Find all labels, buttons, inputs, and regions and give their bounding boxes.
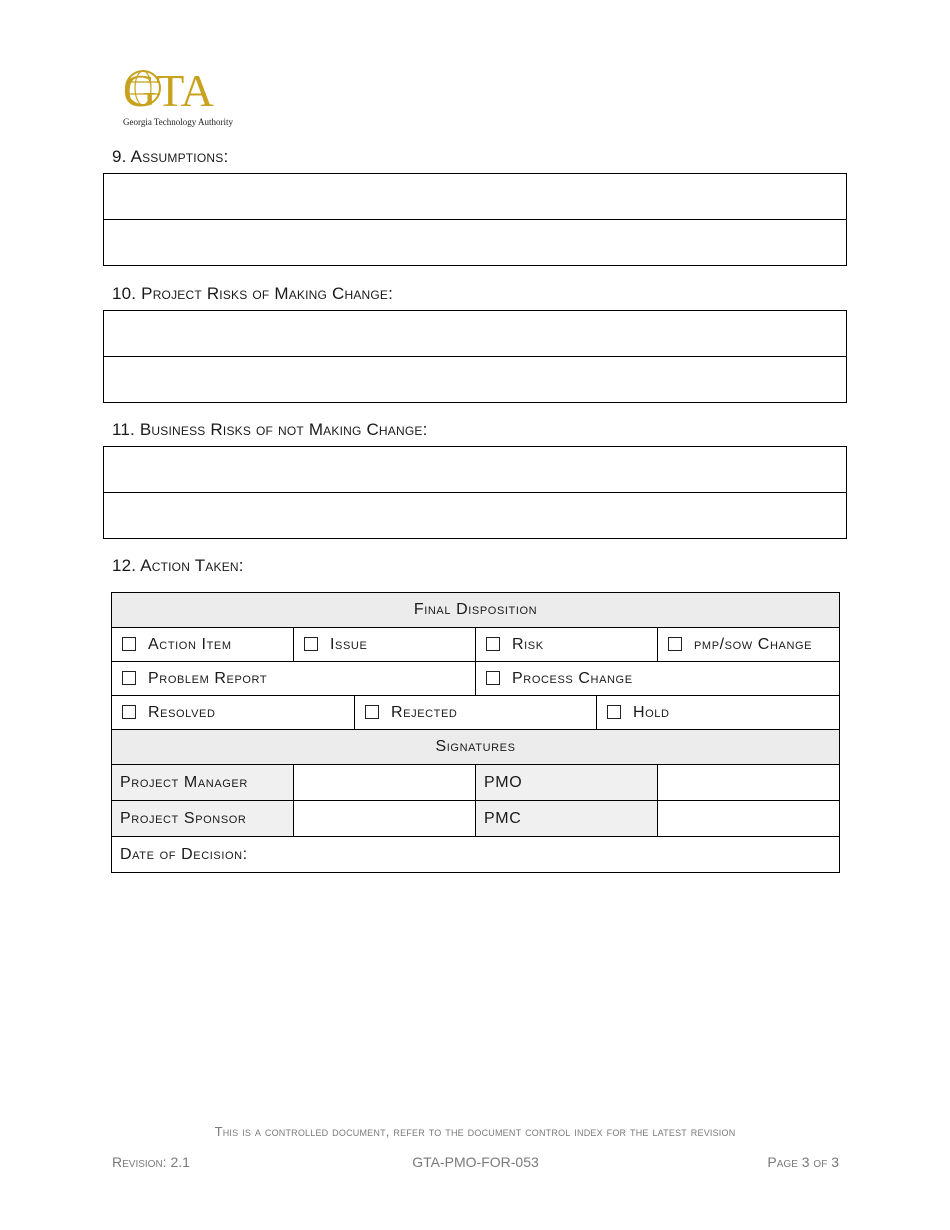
logo-letters: GTA bbox=[123, 65, 214, 116]
project-risks-entry-row[interactable] bbox=[104, 356, 846, 402]
project-sponsor-label: Project Sponsor bbox=[112, 801, 294, 837]
pmc-signature-field[interactable] bbox=[658, 801, 840, 837]
checkbox[interactable] bbox=[365, 705, 379, 719]
business-risks-entry-box bbox=[103, 446, 847, 539]
checkbox[interactable] bbox=[607, 705, 621, 719]
date-of-decision-field[interactable]: Date of Decision: bbox=[112, 837, 840, 873]
section-heading-assumptions: 9. Assumptions: bbox=[112, 147, 229, 166]
project-manager-signature-field[interactable] bbox=[294, 765, 476, 801]
controlled-document-note: This is a controlled document, refer to the document control index for the latest revision bbox=[214, 1124, 736, 1139]
final-disposition-header: Final Disposition bbox=[112, 593, 840, 628]
checkbox[interactable] bbox=[304, 637, 318, 651]
page-number: Page 3 of 3 bbox=[767, 1154, 839, 1170]
document-id: GTA-PMO-FOR-053 bbox=[412, 1154, 539, 1170]
option-issue[interactable]: Issue bbox=[294, 628, 476, 662]
revision-label: Revision: 2.1 bbox=[112, 1154, 190, 1170]
checkbox[interactable] bbox=[486, 637, 500, 651]
action-taken-table bbox=[111, 592, 840, 873]
option-pmp-sow-change[interactable]: pmp/sow Change bbox=[658, 628, 840, 662]
assumptions-entry-row[interactable] bbox=[104, 174, 846, 219]
section-heading-business-risks: 11. Business Risks of not Making Change: bbox=[112, 420, 428, 439]
option-hold[interactable]: Hold bbox=[597, 696, 840, 730]
section-heading-project-risks: 10. Project Risks of Making Change: bbox=[112, 284, 394, 303]
project-manager-label: Project Manager bbox=[112, 765, 294, 801]
checkbox[interactable] bbox=[122, 705, 136, 719]
option-resolved[interactable]: Resolved bbox=[112, 696, 355, 730]
pmo-label: PMO bbox=[476, 765, 658, 801]
project-sponsor-signature-field[interactable] bbox=[294, 801, 476, 837]
section-heading-action-taken: 12. Action Taken: bbox=[112, 556, 244, 575]
business-risks-entry-row[interactable] bbox=[104, 492, 846, 538]
option-action-item[interactable]: Action Item bbox=[112, 628, 294, 662]
option-process-change[interactable]: Process Change bbox=[476, 662, 840, 696]
gta-logo bbox=[121, 64, 239, 128]
business-risks-entry-row[interactable] bbox=[104, 447, 846, 492]
option-rejected[interactable]: Rejected bbox=[355, 696, 597, 730]
pmo-signature-field[interactable] bbox=[658, 765, 840, 801]
checkbox[interactable] bbox=[122, 637, 136, 651]
checkbox[interactable] bbox=[122, 671, 136, 685]
assumptions-entry-row[interactable] bbox=[104, 219, 846, 265]
checkbox[interactable] bbox=[486, 671, 500, 685]
signatures-header: Signatures bbox=[112, 730, 840, 765]
pmc-label: PMC bbox=[476, 801, 658, 837]
assumptions-entry-box bbox=[103, 173, 847, 266]
project-risks-entry-box bbox=[103, 310, 847, 403]
project-risks-entry-row[interactable] bbox=[104, 311, 846, 356]
option-problem-report[interactable]: Problem Report bbox=[112, 662, 476, 696]
checkbox[interactable] bbox=[668, 637, 682, 651]
option-risk[interactable]: Risk bbox=[476, 628, 658, 662]
logo-org-name: Georgia Technology Authority bbox=[123, 117, 234, 127]
